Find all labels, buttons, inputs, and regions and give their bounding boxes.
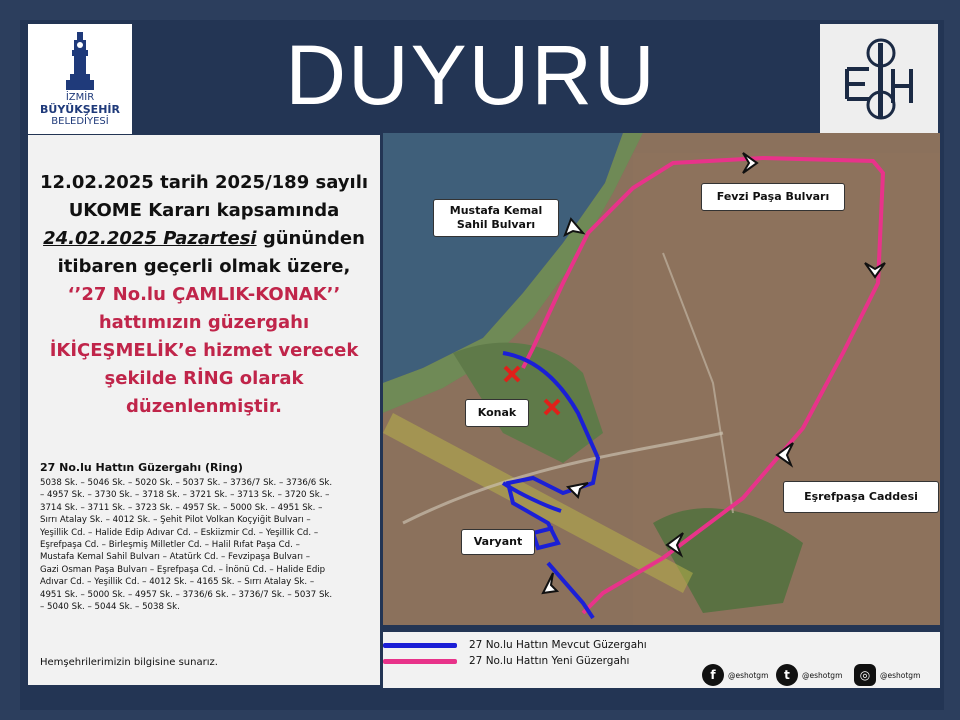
social-instagram[interactable]: ◎ @eshotgm <box>854 664 920 686</box>
eshot-monogram-icon <box>833 31 925 127</box>
announcement-panel <box>28 135 380 685</box>
legend-current-swatch <box>383 643 457 648</box>
label-fevzi-pasa: Fevzi Paşa Bulvarı <box>701 183 845 211</box>
route-map <box>383 133 940 625</box>
label-varyant: Varyant <box>461 529 535 555</box>
legend-new-swatch <box>383 659 457 664</box>
route-title: 27 No.lu Hattın Güzergahı (Ring) <box>40 461 243 474</box>
instagram-icon: ◎ <box>854 664 876 686</box>
footer-note: Hemşehrilerimizin bilgisine sunarız. <box>40 657 218 668</box>
legend-new: 27 No.lu Hattın Yeni Güzergahı <box>383 654 629 668</box>
municipality-name: İZMİR BÜYÜKŞEHİR BELEDİYESİ <box>40 92 120 127</box>
legend-current: 27 No.lu Hattın Mevcut Güzergahı <box>383 638 647 652</box>
line-name: ‘’27 No.lu ÇAMLIK-KONAK’’ <box>67 284 341 305</box>
social-facebook[interactable]: f @eshotgm <box>702 664 768 686</box>
label-esrefpasa: Eşrefpaşa Caddesi <box>783 481 939 513</box>
route-description <box>40 461 376 613</box>
page-title: DUYURU <box>285 28 657 122</box>
route-stops: 5038 Sk. – 5046 Sk. – 5020 Sk. – 5037 Sk. – 3736/7 Sk. – 3736/6 Sk. – 4957 Sk. – 3730 Sk. – 3718 Sk. – 3721 Sk. – 3713 Sk. – 3720 Sk. – 3714 Sk. – 3711 Sk. – 3723 Sk. – 4957 Sk. – 5000 Sk. – 4951 Sk. – Sırrı Atalay Sk. – 4012 Sk. – Şehit Pilot Volkan Koçyiğit Bulvarı – Yeşillik Cd. – Halide Edip Adıvar Cd. – Eskiizmir Cd. – Yeşillik Cd. – Eşrefpaşa Cd. – Birleşmiş Milletler Cd. – Halil Rıfat Paşa Cd. – Mustafa Kemal Sahil Bulvarı – Atatürk Cd. – Fevzipaşa Bulvarı – Gazi Osman Paşa Bulvarı – Eşrefpaşa Cd. – İnönü Cd. – Halide Edip Adıvar Cd. – Yeşillik Cd. – 4012 Sk. – 4165 Sk. – Sırrı Atalay Sk. – 4951 Sk. – 5000 Sk. – 4957 Sk. – 3736/6 Sk. – 3736/7 Sk. – 5037 Sk. – 5040 Sk. – 5044 Sk. – 5038 Sk. <box>40 478 333 613</box>
label-mustafa-kemal: Mustafa Kemal Sahil Bulvarı <box>433 199 559 237</box>
social-twitter[interactable]: t @eshotgm <box>776 664 842 686</box>
effective-date: 24.02.2025 Pazartesi <box>43 228 257 249</box>
eshot-logo <box>820 24 938 134</box>
izmir-municipality-logo <box>28 24 132 134</box>
label-konak: Konak <box>465 399 529 427</box>
announcement-text: 12.02.2025 tarih 2025/189 sayılı UKOME Kararı kapsamında 24.02.2025 Pazartesi gününden itibaren geçerli olmak üzere, ‘’27 No.lu ÇAMLIK-KONAK’’ hattımızın güzergahı İKİÇEŞMELİK’e hizmet verecek şekilde RİNG olarak düzenlenmiştir. <box>28 169 380 421</box>
clock-tower-icon <box>60 30 100 92</box>
facebook-icon: f <box>702 664 724 686</box>
twitter-icon: t <box>776 664 798 686</box>
